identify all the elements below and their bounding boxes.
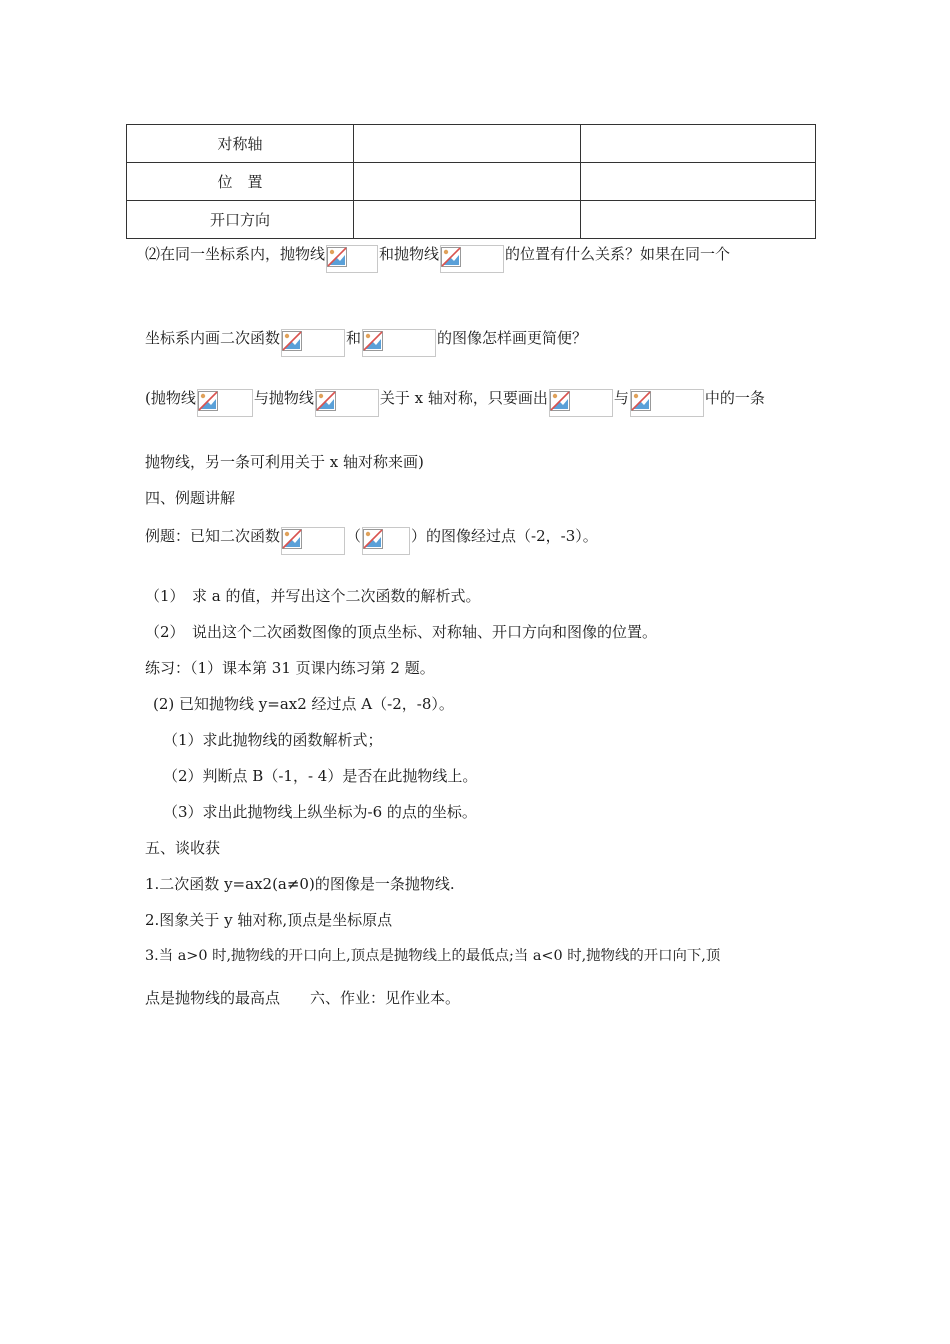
practice-line: 练习：（1）课本第 31 页课内练习第 2 题。: [145, 659, 435, 677]
practice-subitem: （3）求出此抛物线上纵坐标为-6 的点的坐标。: [163, 803, 477, 821]
question-line: [145, 388, 765, 417]
broken-image-icon: [281, 329, 345, 357]
properties-table: [126, 124, 816, 239]
table-cell-label: 对称轴: [127, 125, 354, 163]
broken-image-icon: [630, 389, 704, 417]
practice-subitem: （2）判断点 B（-1，- 4）是否在此抛物线上。: [163, 767, 478, 785]
broken-image-icon: [315, 389, 379, 417]
example-item: （2） 说出这个二次函数图像的顶点坐标、对称轴、开口方向和图像的位置。: [145, 623, 658, 641]
table-cell: [581, 163, 816, 201]
table-cell: [354, 163, 581, 201]
practice-item: (2) 已知抛物线 y=ax2 经过点 A（-2，-8）。: [153, 695, 454, 713]
table-cell: [581, 201, 816, 239]
practice-subitem: （1）求此抛物线的函数解析式；: [163, 731, 383, 749]
question-line: [145, 328, 587, 357]
text-segment: 与抛物线: [253, 389, 314, 407]
table-cell: [354, 201, 581, 239]
summary-line: 1.二次函数 y=ax2(a≠0)的图像是一条抛物线.: [145, 875, 455, 893]
broken-image-icon: [197, 389, 253, 417]
text-segment: ）的图像经过点（-2，-3）。: [411, 527, 598, 545]
summary-line: 3.当 a>0 时,抛物线的开口向上,顶点是抛物线上的最低点;当 a<0 时,抛物线的开口向下,顶: [145, 948, 721, 964]
text-segment: ⑵在同一坐标系内，抛物线: [145, 245, 326, 263]
table-cell: [581, 125, 816, 163]
table-row: [127, 125, 816, 163]
text-segment: 坐标系内画二次函数: [145, 329, 281, 347]
text-segment: （: [346, 527, 362, 545]
example-line: [145, 526, 598, 555]
broken-image-icon: [281, 527, 345, 555]
text-segment: 的位置有什么关系？如果在同一个: [505, 245, 731, 263]
table-cell-label: 位 置: [127, 163, 354, 201]
table-cell-label: 开口方向: [127, 201, 354, 239]
text-segment: 与: [613, 389, 629, 407]
text-segment: (抛物线: [145, 389, 196, 407]
text-segment: 的图像怎样画更简便？: [437, 329, 588, 347]
question-line: 抛物线，另一条可利用关于 x 轴对称来画): [145, 453, 424, 471]
question-line: [145, 244, 730, 273]
broken-image-icon: [326, 245, 378, 273]
table-cell: [354, 125, 581, 163]
table-row: [127, 201, 816, 239]
text-segment: 中的一条: [704, 389, 765, 407]
broken-image-icon: [362, 527, 410, 555]
table-row: [127, 163, 816, 201]
text-segment: 和抛物线: [379, 245, 440, 263]
summary-line: 点是抛物线的最高点 六、作业：见作业本。: [145, 989, 461, 1007]
text-segment: 和: [346, 329, 362, 347]
summary-line: 2.图象关于 y 轴对称,顶点是坐标原点: [145, 911, 393, 929]
text-segment: 关于 x 轴对称，只要画出: [379, 389, 548, 407]
example-item: （1） 求 a 的值，并写出这个二次函数的解析式。: [145, 587, 481, 605]
broken-image-icon: [362, 329, 436, 357]
section-heading: 五、谈收获: [145, 839, 221, 857]
broken-image-icon: [440, 245, 504, 273]
text-segment: 例题：已知二次函数: [145, 527, 281, 545]
broken-image-icon: [549, 389, 613, 417]
section-heading: 四、例题讲解: [145, 489, 236, 507]
